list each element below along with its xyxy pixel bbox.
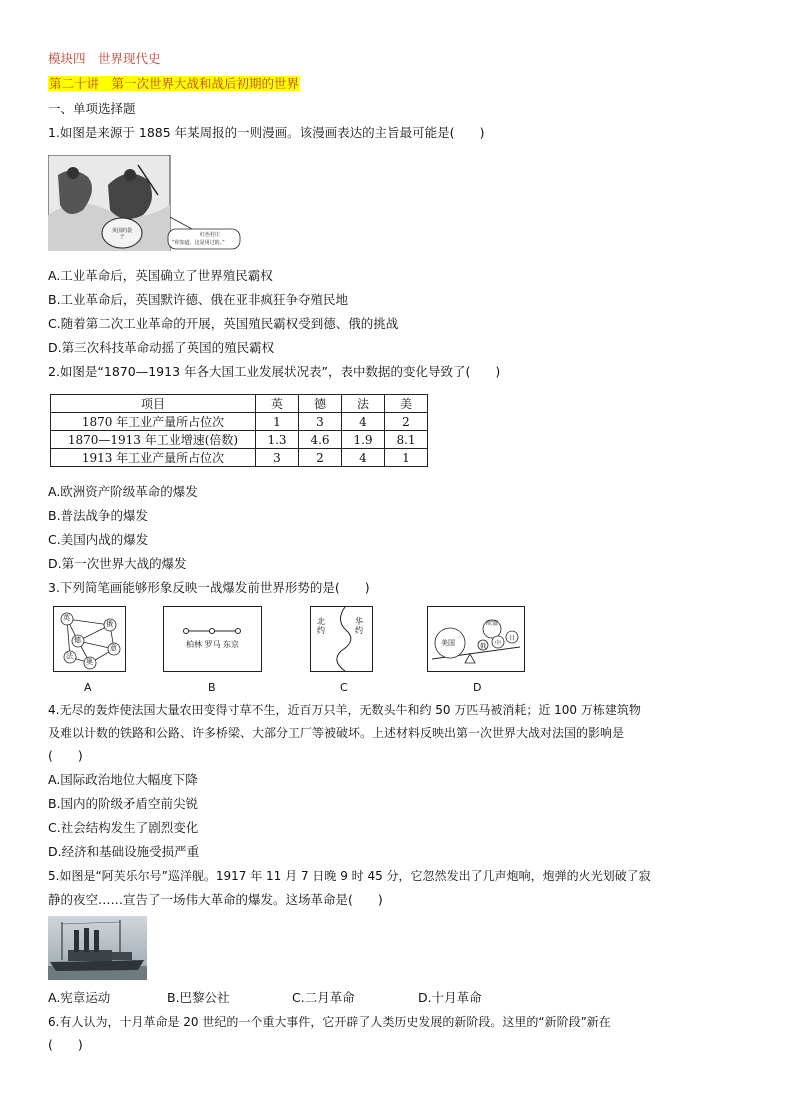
node-austria: 奥 (86, 658, 93, 666)
module-title: 模块四 世界现代史 (48, 51, 161, 66)
q1-option-c: C.随着第二次工业革命的开展，英国殖民霸权受到德、俄的挑战 (48, 316, 399, 331)
q4-option-d: D.经济和基础设施受损严重 (48, 844, 200, 859)
q2-option-d: D.第一次世界大战的爆发 (48, 556, 187, 571)
figure-label-b: B (208, 681, 216, 694)
table-cell: 4.6 (299, 431, 342, 449)
q4-stem-line-2: 及难以计数的铁路和公路、许多桥梁、大部分工厂等被破坏。上述材料反映出第一次世界大战对法国的影响是 (48, 726, 625, 740)
table-header-row (51, 395, 428, 413)
table-row (51, 449, 428, 467)
cruiser-image (48, 916, 147, 980)
section-title: 一、单项选择题 (48, 101, 136, 116)
usa-label: 美国 (441, 639, 455, 647)
q4-option-a: A.国际政治地位大幅度下降 (48, 772, 198, 787)
cartoon-bubble-2: “你知道，这是用过的。” (172, 240, 225, 246)
q6-stem-line-1: 6.有人认为，十月革命是 20 世纪的一个重大事件，它开辟了人类历史发展的新阶段。这里的“新阶段”新在 (48, 1015, 611, 1029)
table-cell: 3 (256, 449, 299, 467)
q3-figure-c (310, 606, 373, 672)
q1-option-b: B.工业革命后，英国默许德、俄在亚非疯狂争夺殖民地 (48, 292, 349, 307)
table-cell: 1913 年工业产量所占位次 (51, 449, 256, 467)
q5-cruiser-photo (48, 916, 147, 980)
table-cell: 1 (385, 449, 428, 467)
eu-label: 欧盟 (485, 620, 498, 627)
table-header: 项目 (51, 395, 256, 413)
table-header: 美 (385, 395, 428, 413)
q5-option-b: B.巴黎公社 (167, 990, 230, 1005)
q5-option-a: A.宪章运动 (48, 990, 111, 1005)
q3-figure-a (53, 606, 126, 672)
table-cell: 2 (299, 449, 342, 467)
warsaw-label: 华约 (355, 617, 363, 635)
q2-table (50, 394, 428, 467)
table-cell: 3 (299, 413, 342, 431)
q5-stem-line-2: 静的夜空……宣告了一场伟大革命的爆发。这场革命是( ) (48, 892, 383, 907)
axis-cities: 柏林 罗马 东京 (185, 640, 240, 649)
node-italy: 意 (110, 644, 117, 652)
q5-option-d: D.十月革命 (418, 990, 482, 1005)
q1-cartoon (48, 155, 244, 251)
cartoon-bubble-1: 红色村庄 (200, 232, 221, 238)
lecture-title-text: 第二十讲 第一次世界大战和战后初期的世界 (49, 76, 300, 91)
table-cell: 8.1 (385, 431, 428, 449)
q1-option-a: A.工业革命后，英国确立了世界殖民霸权 (48, 268, 273, 283)
q2-option-b: B.普法战争的爆发 (48, 508, 149, 523)
table-header: 法 (342, 395, 385, 413)
q5-stem-line-1: 5.如图是“阿芙乐尔号”巡洋舰。1917 年 11 月 7 日晚 9 时 45 分，它忽然发出了几声炮响，炮弹的火光划破了寂 (48, 869, 651, 883)
q2-stem: 2.如图是“1870—1913 年各大国工业发展状况表”，表中数据的变化导致了( ) (48, 364, 501, 379)
china-label: 中 (495, 640, 502, 647)
japan-label: 日 (509, 635, 516, 642)
table-cell: 4 (342, 449, 385, 467)
russia-label: 俄 (480, 643, 487, 650)
q5-option-c: C.二月革命 (292, 990, 355, 1005)
node-germany: 德 (74, 636, 81, 644)
q1-option-d: D.第三次科技革命动摇了英国的殖民霸权 (48, 340, 275, 355)
q3-stem: 3.下列简笔画能够形象反映一战爆发前世界形势的是( ) (48, 580, 370, 595)
q6-stem-line-2: ( ) (48, 1037, 83, 1052)
lecture-title (48, 76, 300, 92)
node-france: 法 (66, 652, 73, 660)
q4-option-b: B.国内的阶级矛盾空前尖锐 (48, 796, 199, 811)
nato-label: 北约 (317, 617, 325, 635)
q3-figure-b (163, 606, 262, 672)
table-cell: 1870—1913 年工业增速(倍数) (51, 431, 256, 449)
table-cell: 1 (256, 413, 299, 431)
node-russia: 俄 (106, 620, 113, 628)
q4-stem-line-3: ( ) (48, 748, 83, 763)
table-row (51, 413, 428, 431)
node-britain: 英 (63, 614, 70, 622)
table-header: 德 (299, 395, 342, 413)
table-cell: 2 (385, 413, 428, 431)
table-cell: 1.3 (256, 431, 299, 449)
q3-figure-d (427, 606, 525, 672)
table-cell: 1870 年工业产量所占位次 (51, 413, 256, 431)
cartoon-bag-label: 英国的袋子 (111, 228, 132, 240)
figure-label-d: D (473, 681, 482, 694)
q2-option-c: C.美国内战的爆发 (48, 532, 149, 547)
q1-stem: 1.如图是来源于 1885 年某周报的一则漫画。该漫画表达的主旨最可能是( ) (48, 125, 485, 140)
figure-label-c: C (340, 681, 348, 694)
q2-option-a: A.欧洲资产阶级革命的爆发 (48, 484, 198, 499)
figure-label-a: A (84, 681, 92, 694)
q4-stem-line-1: 4.无尽的轰炸使法国大量农田变得寸草不生，近百万只羊，无数头牛和约 50 万匹马被消耗；近 100 万栋建筑物 (48, 703, 641, 717)
table-cell: 1.9 (342, 431, 385, 449)
q4-option-c: C.社会结构发生了剧烈变化 (48, 820, 199, 835)
table-header: 英 (256, 395, 299, 413)
table-cell: 4 (342, 413, 385, 431)
table-row (51, 431, 428, 449)
